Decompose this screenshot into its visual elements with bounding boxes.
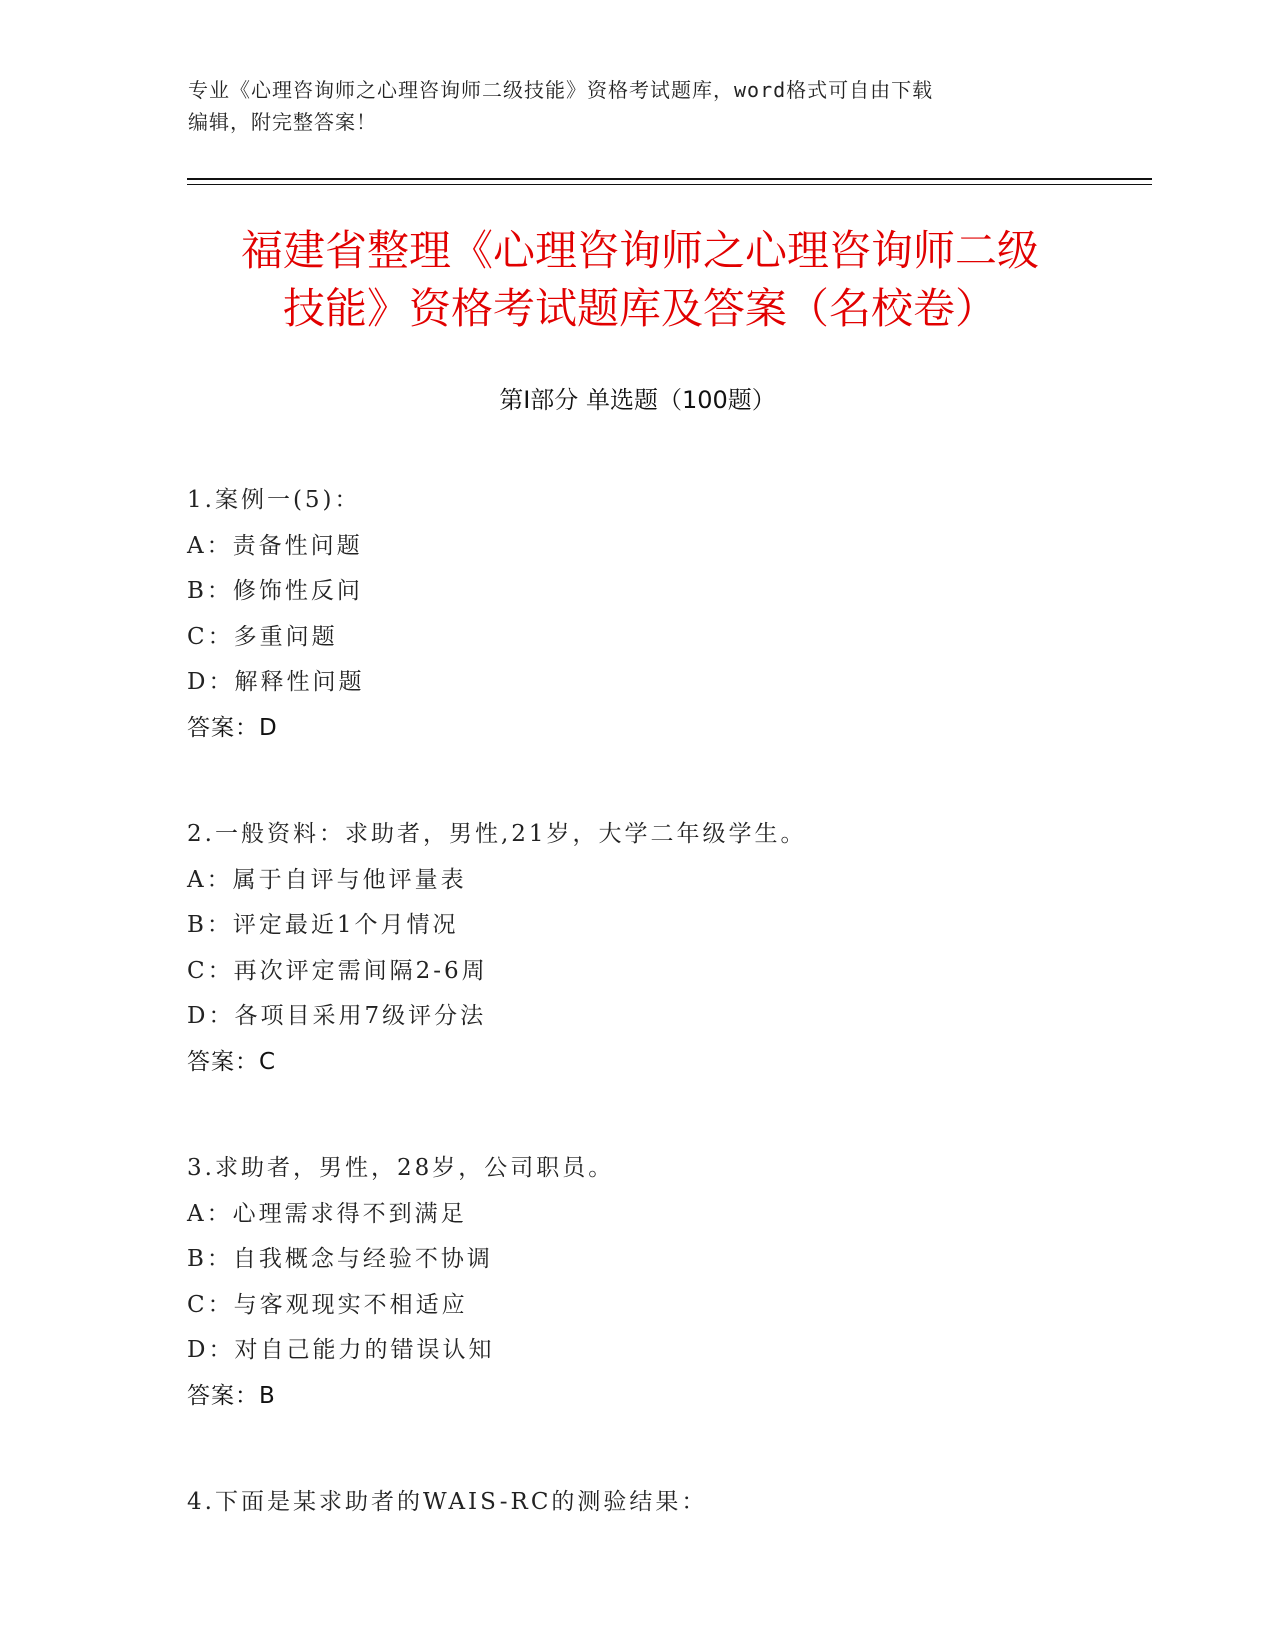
document-title-line-1: 福建省整理《心理咨询师之心理咨询师二级 [240, 226, 1039, 275]
option-d: D：对自己能力的错误认知 [187, 1337, 495, 1363]
answer: 答案：B [187, 1382, 276, 1409]
question-stem: 4.下面是某求助者的WAIS-RC的测验结果： [187, 1489, 708, 1515]
option-d: D：各项目采用7级评分法 [187, 1003, 487, 1029]
document-title [190, 222, 1090, 338]
question-4 [187, 1480, 1137, 1526]
question-stem: 3.求助者，男性，28岁，公司职员。 [187, 1155, 615, 1181]
answer: 答案：C [187, 1048, 277, 1075]
option-b: B：修饰性反问 [187, 578, 363, 604]
header-note [188, 74, 1088, 138]
document-title-line-2: 技能》资格考试题库及答案（名校卷） [282, 284, 997, 333]
question-1 [187, 478, 1137, 751]
option-a: A：心理需求得不到满足 [187, 1200, 467, 1227]
option-a: A：责备性问题 [187, 532, 363, 559]
question-2 [187, 812, 1137, 1085]
option-c: C：与客观现实不相适应 [187, 1291, 468, 1318]
header-divider-thick [187, 178, 1152, 180]
option-a: A：属于自评与他评量表 [187, 866, 467, 893]
question-list [187, 478, 1137, 1587]
option-d: D：解释性问题 [187, 669, 365, 695]
question-3 [187, 1146, 1137, 1419]
option-b: B：自我概念与经验不协调 [187, 1246, 493, 1272]
option-c: C：再次评定需间隔2-6周 [187, 957, 488, 984]
header-note-line-1: 专业《心理咨询师之心理咨询师二级技能》资格考试题库，word格式可自由下载 [188, 78, 934, 102]
option-c: C：多重问题 [187, 623, 338, 650]
answer: 答案：D [187, 714, 278, 741]
header-divider-thin [187, 184, 1152, 185]
question-stem: 2.一般资料：求助者，男性,21岁，大学二年级学生。 [187, 821, 807, 847]
section-title: 第Ⅰ部分 单选题（100题） [499, 386, 776, 414]
question-stem: 1.案例一(5)： [187, 487, 361, 513]
header-note-line-2: 编辑，附完整答案！ [188, 110, 377, 134]
option-b: B：评定最近1个月情况 [187, 912, 459, 938]
